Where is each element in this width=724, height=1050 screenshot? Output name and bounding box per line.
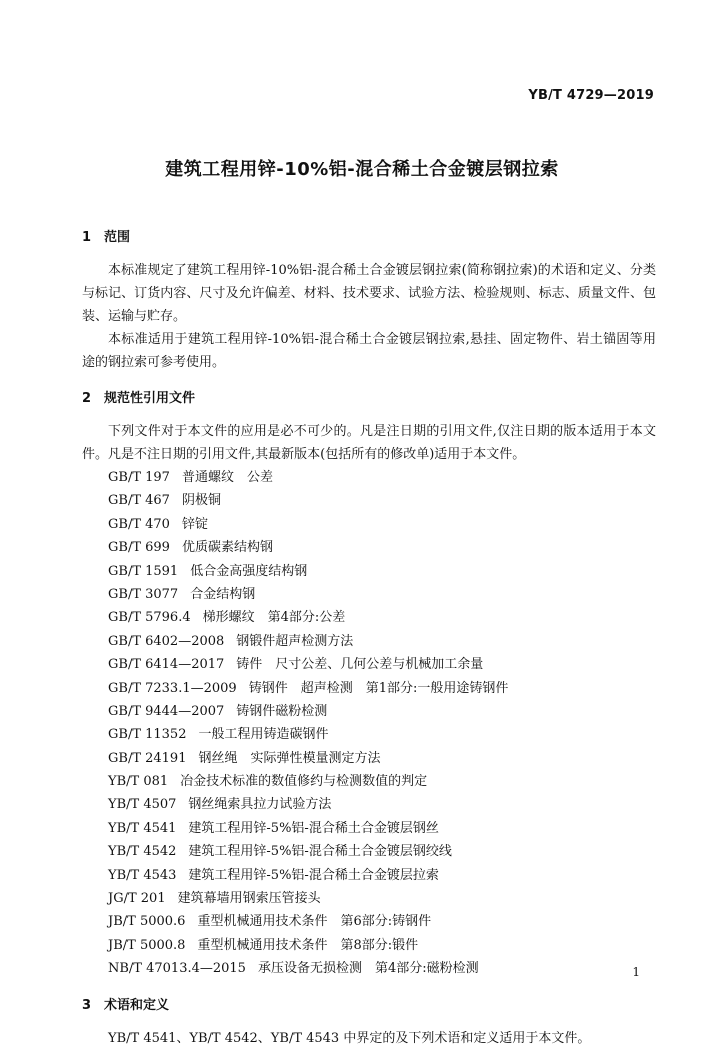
reference-title: 钢丝绳索具拉力试验方法 xyxy=(188,797,332,813)
reference-title: 一般工程用铸造碳钢件 xyxy=(198,727,329,743)
reference-code: YB/T 081 xyxy=(108,774,169,790)
section-number: 3 xyxy=(82,997,92,1013)
reference-code: GB/T 3077 xyxy=(108,586,179,602)
reference-code: GB/T 11352 xyxy=(108,727,187,743)
reference-code: GB/T 6414—2017 xyxy=(108,657,225,673)
reference-title: 低合金高强度结构钢 xyxy=(190,563,308,579)
reference-item xyxy=(82,489,656,512)
reference-title: 建筑幕墙用钢索压管接头 xyxy=(177,891,321,907)
document-body xyxy=(82,227,656,1050)
reference-item xyxy=(82,606,656,629)
reference-code: GB/T 7233.1—2009 xyxy=(108,680,237,696)
reference-item xyxy=(82,560,656,583)
reference-item xyxy=(82,536,656,559)
section-number: 2 xyxy=(82,391,92,406)
reference-item xyxy=(82,793,656,816)
scope-paragraph-2: 本标准适用于建筑工程用锌-10%铝-混合稀土合金镀层钢拉索,悬挂、固定物件、岩土锚固等用途的钢拉索可参考使用。 xyxy=(82,332,656,370)
reference-item xyxy=(82,910,656,933)
reference-code: GB/T 467 xyxy=(108,493,170,509)
reference-title: 普通螺纹 公差 xyxy=(181,470,273,485)
reference-item xyxy=(82,513,656,536)
reference-title: 铸钢件磁粉检测 xyxy=(236,703,328,719)
reference-code: GB/T 6402—2008 xyxy=(108,633,225,649)
scope-paragraph-1: 本标准规定了建筑工程用锌-10%铝-混合稀土合金镀层钢拉索(简称钢拉索)的术语和定义、分类与标记、订货内容、尺寸及允许偏差、材料、技术要求、试验方法、检验规则、标志、质量文件、包装、运输与贮存。 xyxy=(82,263,656,324)
section-title: 规范性引用文件 xyxy=(104,391,196,406)
reference-code: YB/T 4507 xyxy=(108,797,177,813)
reference-item xyxy=(82,747,656,770)
reference-title: 优质碳素结构钢 xyxy=(181,540,273,556)
reference-item xyxy=(82,957,656,980)
reference-title: 钢丝绳 实际弹性模量测定方法 xyxy=(198,750,381,766)
reference-item xyxy=(82,723,656,746)
terms-intro: YB/T 4541、YB/T 4542、YB/T 4543 中界定的及下列术语和定义适用于本文件。 xyxy=(108,1030,591,1046)
section-number: 1 xyxy=(82,230,92,245)
reference-item xyxy=(82,653,656,676)
reference-item xyxy=(82,934,656,957)
reference-item xyxy=(82,840,656,863)
reference-list xyxy=(82,466,656,981)
reference-item xyxy=(82,466,656,489)
standard-code: YB/T 4729—2019 xyxy=(528,88,654,103)
reference-title: 建筑工程用锌-5%铝-混合稀土合金镀层钢丝 xyxy=(188,820,439,836)
reference-title: 梯形螺纹 第4部分:公差 xyxy=(202,610,346,626)
reference-code: GB/T 24191 xyxy=(108,750,187,766)
reference-title: 合金结构钢 xyxy=(190,586,256,602)
section-title: 范围 xyxy=(104,230,131,245)
section-heading-scope xyxy=(82,227,656,249)
reference-title: 承压设备无损检测 第4部分:磁粉检测 xyxy=(257,961,479,977)
reference-title: 钢锻件超声检测方法 xyxy=(236,633,354,649)
reference-code: GB/T 9444—2007 xyxy=(108,703,225,719)
document-title: 建筑工程用锌-10%铝-混合稀土合金镀层钢拉索 xyxy=(165,159,559,180)
reference-code: YB/T 4543 xyxy=(108,867,177,883)
reference-code: JG/T 201 xyxy=(108,891,166,907)
reference-title: 重型机械通用技术条件 第8部分:锻件 xyxy=(197,937,419,953)
page-number: 1 xyxy=(632,965,640,979)
reference-title: 建筑工程用锌-5%铝-混合稀土合金镀层拉索 xyxy=(188,867,439,883)
reference-code: GB/T 470 xyxy=(108,516,170,532)
reference-item xyxy=(82,817,656,840)
reference-title: 阴极铜 xyxy=(181,493,221,509)
reference-code: JB/T 5000.8 xyxy=(108,937,186,953)
reference-item xyxy=(82,864,656,887)
reference-title: 锌锭 xyxy=(181,516,208,532)
reference-code: JB/T 5000.6 xyxy=(108,914,186,930)
reference-code: GB/T 1591 xyxy=(108,563,179,579)
reference-code: GB/T 197 xyxy=(108,470,170,485)
reference-code: GB/T 5796.4 xyxy=(108,610,191,626)
reference-code: YB/T 4542 xyxy=(108,844,177,860)
reference-item xyxy=(82,700,656,723)
reference-code: NB/T 47013.4—2015 xyxy=(108,961,246,977)
section-heading-normative-refs xyxy=(82,388,656,410)
reference-item xyxy=(82,630,656,653)
reference-title: 铸钢件 超声检测 第1部分:一般用途铸钢件 xyxy=(248,680,509,696)
reference-title: 重型机械通用技术条件 第6部分:铸钢件 xyxy=(197,914,432,930)
reference-code: GB/T 699 xyxy=(108,540,170,556)
reference-code: YB/T 4541 xyxy=(108,820,177,836)
reference-item xyxy=(82,887,656,910)
reference-item xyxy=(82,677,656,700)
reference-item xyxy=(82,770,656,793)
section-heading-terms xyxy=(82,995,656,1017)
reference-title: 铸件 尺寸公差、几何公差与机械加工余量 xyxy=(236,657,484,673)
reference-title: 冶金技术标准的数值修约与检测数值的判定 xyxy=(180,774,428,790)
reference-item xyxy=(82,583,656,606)
normative-refs-intro: 下列文件对于本文件的应用是必不可少的。凡是注日期的引用文件,仅注日期的版本适用于本文件。凡是不注日期的引用文件,其最新版本(包括所有的修改单)适用于本文件。 xyxy=(82,424,656,462)
reference-title: 建筑工程用锌-5%铝-混合稀土合金镀层钢绞线 xyxy=(188,844,452,860)
section-title: 术语和定义 xyxy=(104,997,170,1013)
